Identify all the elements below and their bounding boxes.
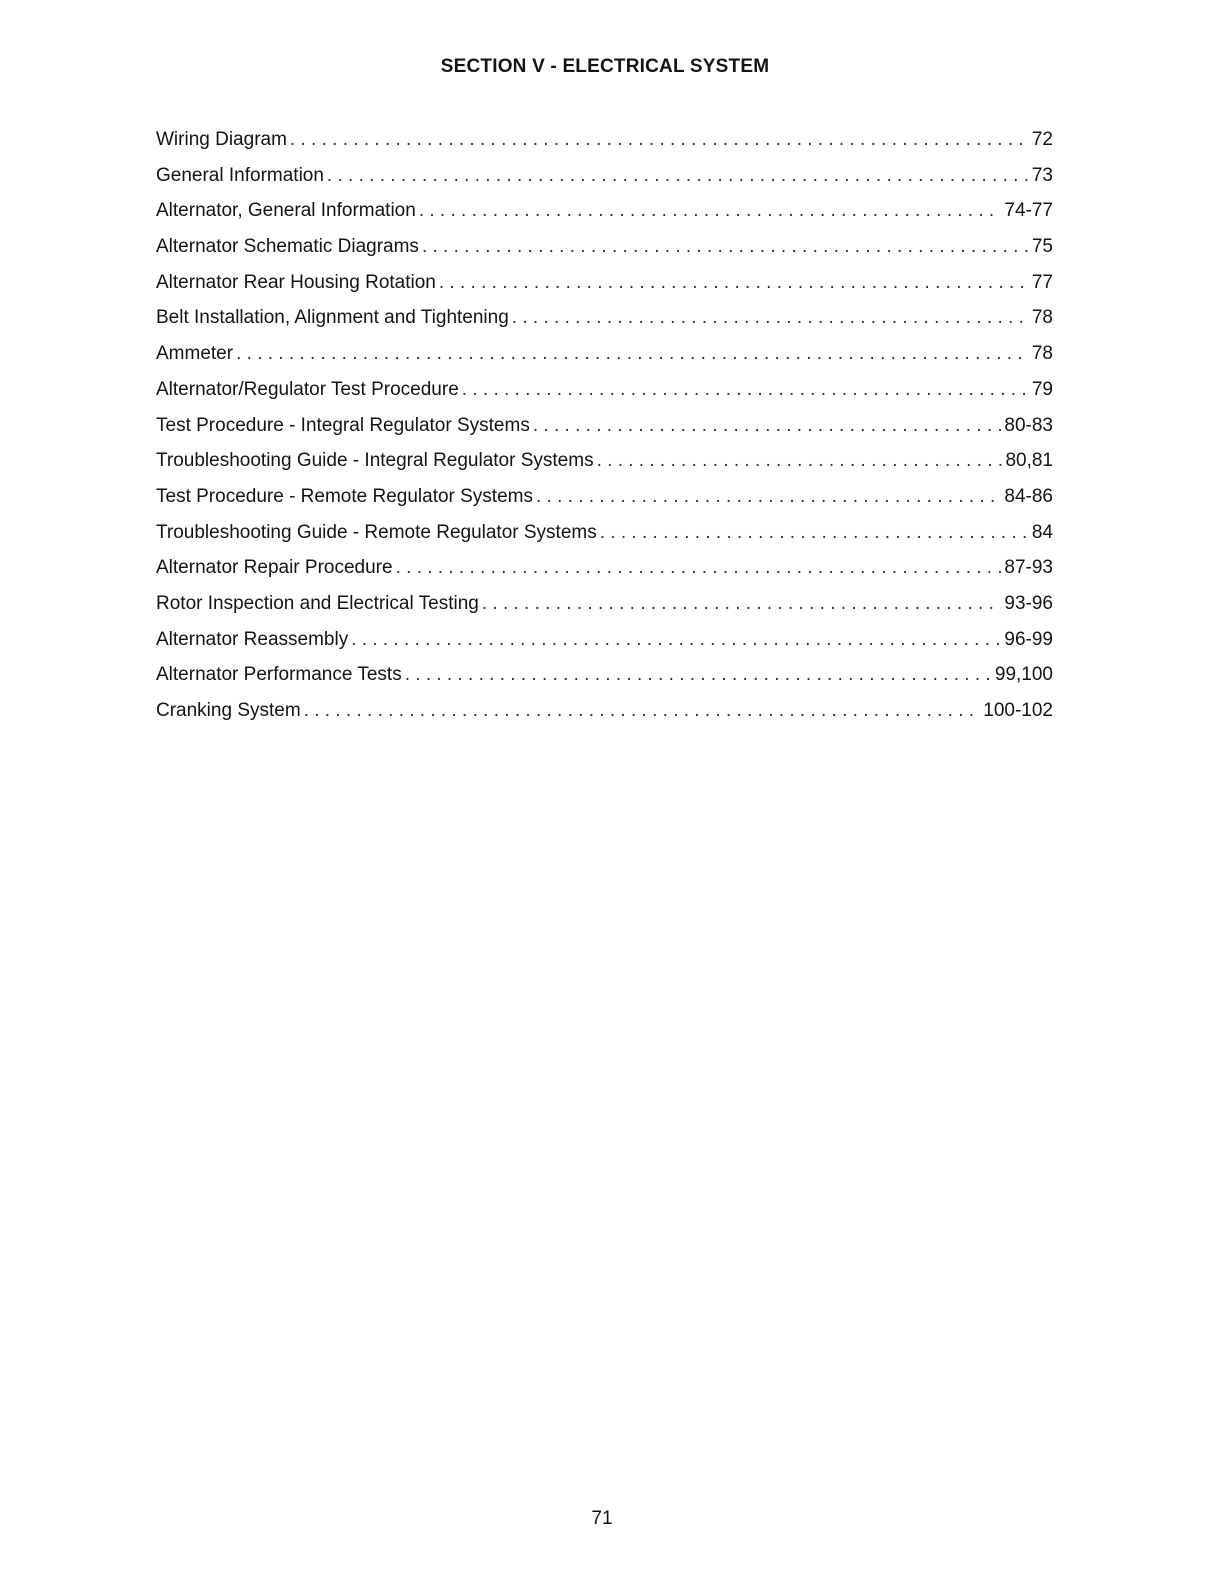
toc-entry-label: Alternator Performance Tests bbox=[156, 664, 402, 686]
toc-dot-leader bbox=[512, 300, 1029, 336]
toc-dot-leader bbox=[351, 622, 1001, 658]
toc-entry-label: Rotor Inspection and Electrical Testing bbox=[156, 592, 479, 614]
toc-entry-label: Test Procedure - Remote Regulator Systems bbox=[156, 485, 533, 507]
toc-entry-label: Alternator Reassembly bbox=[156, 628, 349, 650]
toc-entry-label: Wiring Diagram bbox=[156, 129, 287, 150]
toc-entry bbox=[156, 265, 1053, 301]
toc-dot-leader bbox=[536, 479, 1001, 515]
toc-entry bbox=[156, 622, 1053, 658]
toc-entry bbox=[156, 586, 1053, 622]
toc-dot-leader bbox=[482, 586, 1002, 622]
toc-entry-label: Alternator Schematic Diagrams bbox=[156, 236, 419, 258]
page-number: 71 bbox=[591, 1508, 613, 1529]
toc-entry-page: 87-93 bbox=[1004, 557, 1053, 579]
toc-dot-leader bbox=[462, 372, 1029, 408]
toc-entry bbox=[156, 372, 1053, 408]
toc-entry-label: Belt Installation, Alignment and Tightening bbox=[156, 307, 509, 329]
toc-entry bbox=[156, 158, 1053, 194]
toc-entry bbox=[156, 657, 1053, 693]
toc-entry bbox=[156, 336, 1053, 372]
toc-dot-leader bbox=[422, 229, 1029, 265]
toc-entry-page: 77 bbox=[1031, 271, 1053, 293]
toc-entry bbox=[156, 693, 1053, 729]
toc-entry-label: General Information bbox=[156, 164, 324, 186]
toc-entry-page: 80-83 bbox=[1004, 414, 1053, 436]
table-of-contents bbox=[156, 122, 1053, 729]
toc-dot-leader bbox=[304, 693, 981, 729]
toc-entry-page: 99,100 bbox=[994, 664, 1053, 686]
toc-dot-leader bbox=[396, 550, 1002, 586]
toc-entry-label: Test Procedure - Integral Regulator Systems bbox=[156, 414, 530, 436]
toc-entry-page: 75 bbox=[1031, 236, 1053, 258]
toc-entry-page: 72 bbox=[1031, 129, 1053, 150]
toc-dot-leader bbox=[405, 657, 992, 693]
toc-dot-leader bbox=[597, 443, 1003, 479]
toc-entry-page: 100-102 bbox=[983, 700, 1053, 721]
toc-entry-page: 80,81 bbox=[1005, 450, 1053, 472]
toc-dot-leader bbox=[533, 408, 1002, 444]
toc-entry bbox=[156, 515, 1053, 551]
toc-entry-label: Alternator Repair Procedure bbox=[156, 557, 393, 579]
toc-entry-label: Alternator, General Information bbox=[156, 200, 416, 222]
toc-entry bbox=[156, 408, 1053, 444]
toc-dot-leader bbox=[419, 193, 1002, 229]
toc-entry bbox=[156, 229, 1053, 265]
toc-entry-page: 84-86 bbox=[1004, 485, 1053, 507]
toc-entry bbox=[156, 479, 1053, 515]
toc-entry-label: Ammeter bbox=[156, 343, 234, 365]
toc-entry-page: 78 bbox=[1031, 307, 1053, 329]
toc-entry-page: 84 bbox=[1031, 521, 1053, 543]
toc-entry-page: 74-77 bbox=[1004, 200, 1053, 222]
toc-dot-leader bbox=[290, 122, 1029, 158]
toc-entry-page: 96-99 bbox=[1004, 628, 1053, 650]
toc-entry-label: Alternator Rear Housing Rotation bbox=[156, 271, 436, 293]
toc-dot-leader bbox=[600, 515, 1029, 551]
toc-entry bbox=[156, 443, 1053, 479]
toc-entry-label: Cranking System bbox=[156, 700, 301, 721]
toc-entry-label: Troubleshooting Guide - Integral Regulator Systems bbox=[156, 450, 594, 472]
toc-entry-label: Alternator/Regulator Test Procedure bbox=[156, 378, 459, 400]
toc-entry bbox=[156, 193, 1053, 229]
toc-entry-page: 93-96 bbox=[1004, 592, 1053, 614]
toc-dot-leader bbox=[327, 158, 1029, 194]
toc-dot-leader bbox=[439, 265, 1029, 301]
toc-dot-leader bbox=[236, 336, 1029, 372]
toc-entry bbox=[156, 122, 1053, 158]
toc-entry-page: 78 bbox=[1031, 343, 1053, 365]
toc-entry-page: 73 bbox=[1031, 164, 1053, 186]
toc-entry-page: 79 bbox=[1031, 378, 1053, 400]
toc-entry bbox=[156, 300, 1053, 336]
toc-entry-label: Troubleshooting Guide - Remote Regulator Systems bbox=[156, 521, 597, 543]
toc-entry bbox=[156, 550, 1053, 586]
section-title: SECTION V - ELECTRICAL SYSTEM bbox=[440, 56, 770, 77]
